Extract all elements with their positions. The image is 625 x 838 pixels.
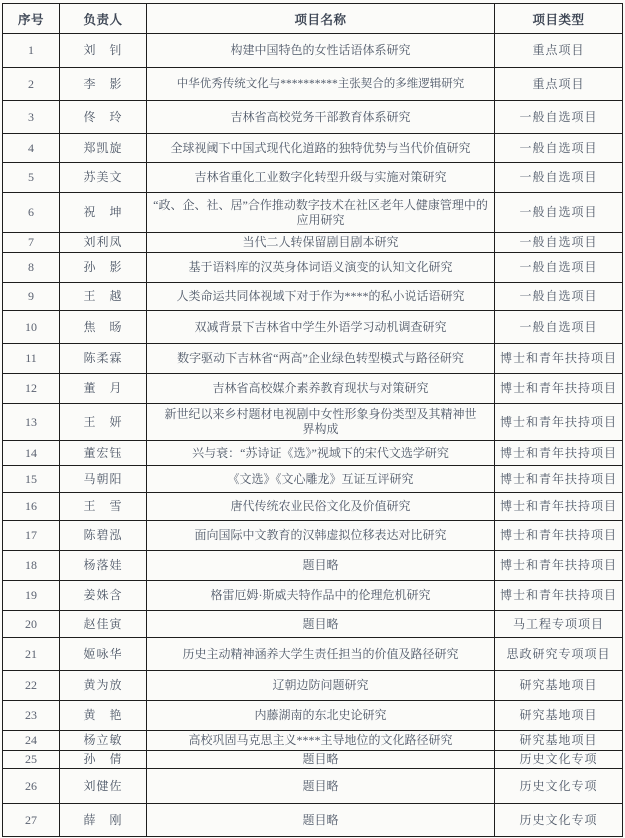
table-row	[3, 638, 623, 671]
cell-leader-name: 孙 倩	[60, 751, 147, 769]
cell-project-title: 格雷厄姆·斯威夫特作品中的伦理危机研究	[147, 581, 495, 611]
cell-project-title: 吉林省重化工业数字化转型升级与实施对策研究	[147, 163, 495, 193]
cell-project-title: 唐代传统农业民俗文化及价值研究	[147, 493, 495, 521]
table-row	[3, 751, 623, 769]
cell-project-title: 题目略	[147, 611, 495, 638]
cell-project-title: 全球视阈下中国式现代化道路的独特优势与当代价值研究	[147, 134, 495, 163]
cell-project-title: 双减背景下吉林省中学生外语学习动机调查研究	[147, 311, 495, 344]
cell-serial-number: 2	[3, 68, 60, 101]
cell-serial-number: 16	[3, 493, 60, 521]
cell-leader-name: 郑凯旋	[60, 134, 147, 163]
cell-project-type: 一般自选项目	[495, 163, 623, 193]
cell-serial-number: 14	[3, 441, 60, 466]
cell-serial-number: 12	[3, 374, 60, 404]
cell-leader-name: 黄 艳	[60, 701, 147, 731]
cell-leader-name: 焦 旸	[60, 311, 147, 344]
table-row	[3, 374, 623, 404]
cell-serial-number: 24	[3, 731, 60, 751]
cell-leader-name: 杨立敏	[60, 731, 147, 751]
cell-leader-name: 马朝阳	[60, 466, 147, 493]
cell-project-title: 基于语料库的汉英身体词语义演变的认知文化研究	[147, 253, 495, 283]
cell-project-title: 历史主动精神涵养大学生责任担当的价值及路径研究	[147, 638, 495, 671]
cell-project-title: “政、企、社、居”合作推动数字技术在社区老年人健康管理中的应用研究	[147, 193, 495, 233]
cell-project-type: 马工程专项项目	[495, 611, 623, 638]
cell-project-type: 历史文化专项	[495, 751, 623, 769]
cell-serial-number: 9	[3, 283, 60, 311]
cell-leader-name: 王 妍	[60, 404, 147, 441]
table-row	[3, 163, 623, 193]
cell-project-type: 博士和青年扶持项目	[495, 581, 623, 611]
cell-project-type: 一般自选项目	[495, 311, 623, 344]
cell-project-type: 一般自选项目	[495, 134, 623, 163]
cell-project-type: 博士和青年扶持项目	[495, 466, 623, 493]
cell-serial-number: 26	[3, 769, 60, 804]
header-serial-number: 序号	[3, 4, 60, 34]
cell-project-type: 一般自选项目	[495, 101, 623, 134]
table-row	[3, 466, 623, 493]
cell-project-title: 中华优秀传统文化与**********主张契合的多维逻辑研究	[147, 68, 495, 101]
cell-project-title: 构建中国特色的女性话语体系研究	[147, 34, 495, 68]
cell-serial-number: 11	[3, 344, 60, 374]
cell-leader-name: 姜姝含	[60, 581, 147, 611]
table-row	[3, 441, 623, 466]
table-row	[3, 193, 623, 233]
cell-project-title: 内藤湖南的东北史论研究	[147, 701, 495, 731]
cell-serial-number: 27	[3, 804, 60, 837]
cell-serial-number: 3	[3, 101, 60, 134]
table-row	[3, 101, 623, 134]
table-body	[3, 34, 623, 837]
cell-project-title: 吉林省高校党务干部教育体系研究	[147, 101, 495, 134]
cell-project-type: 历史文化专项	[495, 769, 623, 804]
cell-leader-name: 黄为放	[60, 671, 147, 701]
header-project-type: 项目类型	[495, 4, 623, 34]
cell-leader-name: 刘健佐	[60, 769, 147, 804]
table-row	[3, 34, 623, 68]
cell-serial-number: 13	[3, 404, 60, 441]
cell-leader-name: 姬咏华	[60, 638, 147, 671]
table-row	[3, 134, 623, 163]
cell-project-title: 数字驱动下吉林省“两高”企业绿色转型模式与路径研究	[147, 344, 495, 374]
cell-project-title: 兴与衰：“苏诗证《选》”视域下的宋代文选学研究	[147, 441, 495, 466]
cell-project-type: 博士和青年扶持项目	[495, 493, 623, 521]
cell-serial-number: 22	[3, 671, 60, 701]
cell-project-type: 一般自选项目	[495, 253, 623, 283]
cell-leader-name: 陈柔霖	[60, 344, 147, 374]
cell-serial-number: 15	[3, 466, 60, 493]
table-row	[3, 283, 623, 311]
cell-project-title: 人类命运共同体视域下对于作为****的私小说话语研究	[147, 283, 495, 311]
cell-serial-number: 19	[3, 581, 60, 611]
cell-project-type: 历史文化专项	[495, 804, 623, 837]
cell-leader-name: 刘利凤	[60, 233, 147, 253]
cell-serial-number: 6	[3, 193, 60, 233]
cell-leader-name: 孙 影	[60, 253, 147, 283]
cell-leader-name: 苏美文	[60, 163, 147, 193]
cell-project-type: 研究基地项目	[495, 671, 623, 701]
table-row	[3, 769, 623, 804]
cell-leader-name: 薛 刚	[60, 804, 147, 837]
cell-leader-name: 董 月	[60, 374, 147, 404]
cell-project-title: 《文选》《文心雕龙》互证互评研究	[147, 466, 495, 493]
cell-project-type: 重点项目	[495, 34, 623, 68]
cell-leader-name: 杨落娃	[60, 551, 147, 581]
table-row	[3, 344, 623, 374]
cell-project-title: 题目略	[147, 804, 495, 837]
cell-serial-number: 17	[3, 521, 60, 551]
table-row	[3, 701, 623, 731]
table-row	[3, 551, 623, 581]
table-row	[3, 68, 623, 101]
cell-project-title: 新世纪以来乡村题材电视剧中女性形象身份类型及其精神世界构成	[147, 404, 495, 441]
cell-project-type: 一般自选项目	[495, 283, 623, 311]
table-header	[3, 4, 623, 34]
header-leader-name: 负责人	[60, 4, 147, 34]
cell-leader-name: 佟 玲	[60, 101, 147, 134]
cell-project-title: 题目略	[147, 551, 495, 581]
table-row	[3, 311, 623, 344]
cell-leader-name: 李 影	[60, 68, 147, 101]
cell-project-title: 吉林省高校媒介素养教育现状与对策研究	[147, 374, 495, 404]
cell-project-type: 博士和青年扶持项目	[495, 551, 623, 581]
cell-project-type: 博士和青年扶持项目	[495, 374, 623, 404]
cell-project-title: 当代二人转保留剧目剧本研究	[147, 233, 495, 253]
cell-project-type: 一般自选项目	[495, 233, 623, 253]
cell-project-type: 博士和青年扶持项目	[495, 344, 623, 374]
cell-serial-number: 4	[3, 134, 60, 163]
cell-serial-number: 25	[3, 751, 60, 769]
cell-project-title: 题目略	[147, 751, 495, 769]
cell-project-type: 一般自选项目	[495, 193, 623, 233]
cell-project-type: 博士和青年扶持项目	[495, 441, 623, 466]
cell-leader-name: 王 雪	[60, 493, 147, 521]
table-row	[3, 611, 623, 638]
cell-serial-number: 18	[3, 551, 60, 581]
table-row	[3, 671, 623, 701]
cell-serial-number: 10	[3, 311, 60, 344]
cell-serial-number: 5	[3, 163, 60, 193]
cell-project-title: 辽朝边防问题研究	[147, 671, 495, 701]
table-row	[3, 233, 623, 253]
cell-serial-number: 20	[3, 611, 60, 638]
cell-serial-number: 8	[3, 253, 60, 283]
cell-leader-name: 王 越	[60, 283, 147, 311]
header-row	[3, 4, 623, 34]
cell-serial-number: 23	[3, 701, 60, 731]
header-project-title: 项目名称	[147, 4, 495, 34]
cell-leader-name: 赵佳寅	[60, 611, 147, 638]
cell-project-type: 研究基地项目	[495, 731, 623, 751]
table-row	[3, 404, 623, 441]
cell-project-type: 思政研究专项项目	[495, 638, 623, 671]
table-row	[3, 804, 623, 837]
cell-leader-name: 董宏钰	[60, 441, 147, 466]
cell-serial-number: 7	[3, 233, 60, 253]
cell-project-type: 博士和青年扶持项目	[495, 521, 623, 551]
table-row	[3, 731, 623, 751]
cell-project-type: 博士和青年扶持项目	[495, 404, 623, 441]
cell-project-title: 题目略	[147, 769, 495, 804]
table-row	[3, 253, 623, 283]
table-row	[3, 493, 623, 521]
table-row	[3, 581, 623, 611]
cell-project-title: 高校巩固马克思主义****主导地位的文化路径研究	[147, 731, 495, 751]
cell-project-title: 面向国际中文教育的汉韩虚拟位移表达对比研究	[147, 521, 495, 551]
cell-serial-number: 1	[3, 34, 60, 68]
cell-serial-number: 21	[3, 638, 60, 671]
cell-leader-name: 祝 坤	[60, 193, 147, 233]
table-row	[3, 521, 623, 551]
cell-project-type: 重点项目	[495, 68, 623, 101]
cell-project-type: 研究基地项目	[495, 701, 623, 731]
cell-leader-name: 刘 钊	[60, 34, 147, 68]
cell-leader-name: 陈碧泓	[60, 521, 147, 551]
projects-table	[2, 3, 623, 837]
